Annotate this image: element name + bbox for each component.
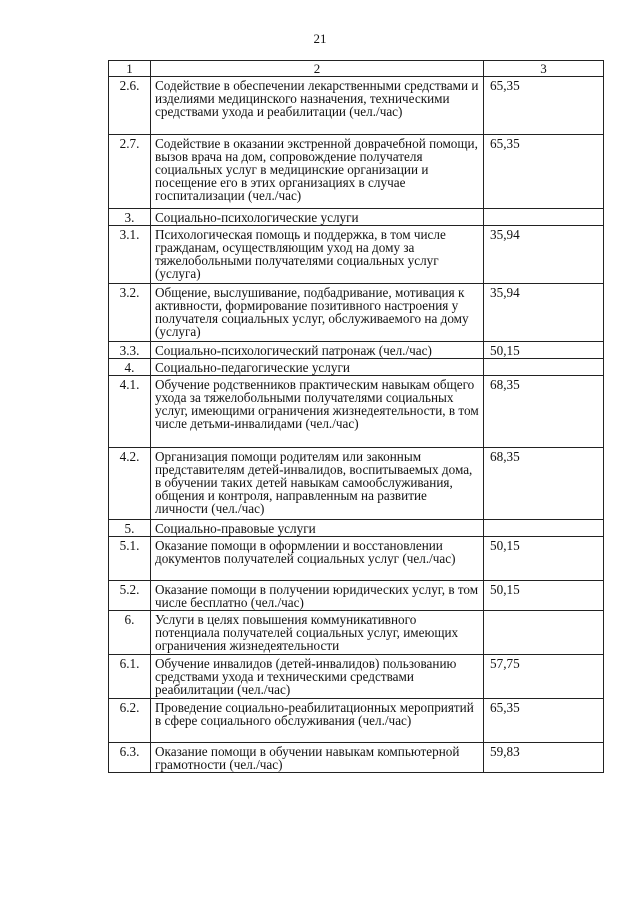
row-number-cell: 2.6. (109, 77, 151, 135)
service-name-cell: Социально-правовые услуги (151, 520, 484, 537)
table-row (109, 699, 604, 743)
service-name-cell: Содействие в оказании экстренной доврачебной помощи, вызов врача на дом, сопровождение получателя социальных услуг в медицинские организации и посещение его в этих организациях в случае госпитализации (чел./час) (151, 135, 484, 209)
table-row (109, 226, 604, 284)
service-name-cell: Психологическая помощь и поддержка, в том числе гражданам, осуществляющим уход на дому за тяжелобольными получателями социальных услуг (услуга) (151, 226, 484, 284)
service-name-cell: Общение, выслушивание, подбадривание, мотивация к активности, формирование позитивного настроения у получателя социальных услуг, обслуживаемого на дому (услуга) (151, 284, 484, 342)
tariff-value-cell: 65,35 (484, 699, 604, 743)
tariff-value-cell: 68,35 (484, 448, 604, 520)
table-header-row (109, 61, 604, 77)
tariff-value-cell (484, 359, 604, 376)
table-row (109, 655, 604, 699)
table-row (109, 284, 604, 342)
row-number-cell: 5.1. (109, 537, 151, 581)
tariff-value-cell (484, 209, 604, 226)
service-name-cell: Организация помощи родителям или законным представителям детей-инвалидов, воспитываемых дома, в обучении таких детей навыкам самообслуживания, общения и контроля, направленным на развитие личности (чел./час) (151, 448, 484, 520)
table-row (109, 342, 604, 359)
table-row (109, 359, 604, 376)
row-number-cell: 6.3. (109, 743, 151, 773)
row-number-cell: 6. (109, 611, 151, 655)
row-number-cell: 3.3. (109, 342, 151, 359)
tariff-value-cell: 50,15 (484, 342, 604, 359)
row-number-cell: 5.2. (109, 581, 151, 611)
table-row (109, 581, 604, 611)
table-row (109, 376, 604, 448)
table-row (109, 537, 604, 581)
table-row (109, 520, 604, 537)
service-name-cell: Проведение социально-реабилитационных мероприятий в сфере социального обслуживания (чел./час) (151, 699, 484, 743)
row-number-cell: 4.1. (109, 376, 151, 448)
service-name-cell: Обучение родственников практическим навыкам общего ухода за тяжелобольными получателями социальных услуг, имеющими ограничения жизнедеятельности, в том числе детьми-инвалидами (чел./час) (151, 376, 484, 448)
tariff-value-cell: 35,94 (484, 284, 604, 342)
tariff-value-cell (484, 611, 604, 655)
column-header-1: 1 (109, 61, 151, 77)
table-row (109, 135, 604, 209)
tariff-value-cell: 65,35 (484, 135, 604, 209)
service-name-cell: Услуги в целях повышения коммуникативного потенциала получателей социальных услуг, имеющих ограничения жизнедеятельности (151, 611, 484, 655)
tariff-value-cell: 35,94 (484, 226, 604, 284)
tariff-value-cell: 65,35 (484, 77, 604, 135)
page-number: 21 (313, 31, 327, 46)
table-row (109, 611, 604, 655)
row-number-cell: 4. (109, 359, 151, 376)
services-tariff-table (108, 60, 604, 773)
row-number-cell: 3. (109, 209, 151, 226)
table-row (109, 77, 604, 135)
tariff-value-cell: 57,75 (484, 655, 604, 699)
service-name-cell: Социально-педагогические услуги (151, 359, 484, 376)
service-name-cell: Содействие в обеспечении лекарственными средствами и изделиями медицинского назначения, техническими средствами ухода и реабилитации (чел./час) (151, 77, 484, 135)
service-name-cell: Оказание помощи в обучении навыкам компьютерной грамотности (чел./час) (151, 743, 484, 773)
service-name-cell: Оказание помощи в оформлении и восстановлении документов получателей социальных услуг (чел./час) (151, 537, 484, 581)
row-number-cell: 5. (109, 520, 151, 537)
row-number-cell: 6.2. (109, 699, 151, 743)
table-row (109, 209, 604, 226)
row-number-cell: 3.1. (109, 226, 151, 284)
table-row (109, 743, 604, 773)
row-number-cell: 4.2. (109, 448, 151, 520)
row-number-cell: 6.1. (109, 655, 151, 699)
tariff-value-cell: 50,15 (484, 537, 604, 581)
tariff-value-cell: 59,83 (484, 743, 604, 773)
row-number-cell: 2.7. (109, 135, 151, 209)
table-row (109, 448, 604, 520)
service-name-cell: Социально-психологические услуги (151, 209, 484, 226)
service-name-cell: Оказание помощи в получении юридических услуг, в том числе бесплатно (чел./час) (151, 581, 484, 611)
column-header-2: 2 (151, 61, 484, 77)
tariff-value-cell: 50,15 (484, 581, 604, 611)
tariff-value-cell: 68,35 (484, 376, 604, 448)
row-number-cell: 3.2. (109, 284, 151, 342)
service-name-cell: Социально-психологический патронаж (чел./час) (151, 342, 484, 359)
tariff-value-cell (484, 520, 604, 537)
service-name-cell: Обучение инвалидов (детей-инвалидов) пользованию средствами ухода и техническими средствами реабилитации (чел./час) (151, 655, 484, 699)
column-header-3: 3 (484, 61, 604, 77)
